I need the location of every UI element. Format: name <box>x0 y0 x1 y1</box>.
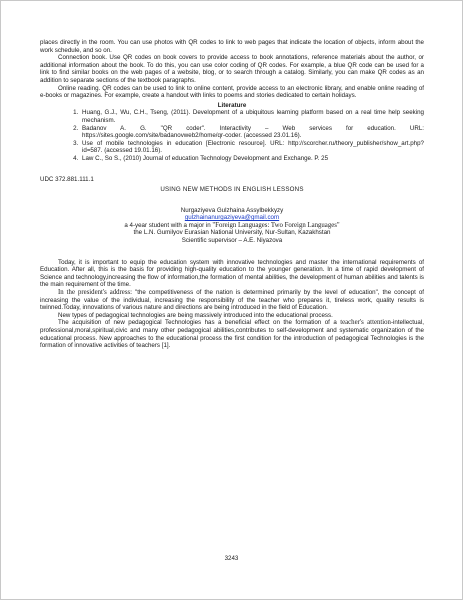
body-paragraph-2 <box>40 289 424 312</box>
author-university: the L.N. Gumilyov Eurasian National University, Nur-Sultan, Kazakhstan <box>133 229 331 237</box>
literature-item: 4. Law C., So S., (2010) Journal of education Technology Development and Exchange. P. 25 <box>80 155 424 163</box>
body-paragraph-4 <box>40 319 424 349</box>
paragraph-online-reading: Online reading. QR codes can be used to link to online content, provide access to an electronic library, and enable online reading of e-books or magazines. For example, create a handout with links to poems and stories dedicated to certain holidays. <box>40 84 424 100</box>
body-paragraph-2-text: "the competitiveness of the nation is determined primarily by the level of education", the concept of increasing the value of the individual, increasing the responsibility of the teacher who prepares it, tireless work, quality results is twinned.Today, innovations of various nature and directions are being introduced in the field of Education. <box>40 289 424 312</box>
author-name: Nurgaziyeva Gulzhaina Assylbekkyzy <box>180 206 284 214</box>
paragraph: places directly in the room. You can use photos with QR codes to link to web pages that indicate the location of objects, inform about the work schedule, and so on. <box>40 39 424 54</box>
literature-item: 2. Badanov A. G. "QR coder". Interactivity – Web services for education. URL: https://sites.google.com/site/badanovweb2/home/qr-coder. (accessed 23.01.16). <box>80 125 424 140</box>
body-paragraph-3: New types of pedagogical technologies are being massively introduced into the educational process. <box>58 311 333 319</box>
udc-code: UDC 372.881.111.1 <box>40 175 94 183</box>
page-content <box>40 39 424 350</box>
president-address-lead: In the president's address: <box>58 289 135 297</box>
author-email-line <box>40 214 424 222</box>
body-paragraph-4-lead: The acquisition of new pedagogical Technologies has a beneficial effect on the formation of a <box>58 319 341 327</box>
article-title: USING NEW METHODS IN ENGLISH LESSONS <box>160 186 304 194</box>
body-paragraph-4-text: -intellectual, professional,moral,spiritual,civic and many other pedagogical abilities,contributes to self-development and systematic organization of the educational process. New approaches to the educational process the first condition for the introduction of pedagogical Technologies is the formation of innovative activities of teachers [1]. <box>40 319 424 350</box>
author-major-line <box>40 222 424 230</box>
literature-heading: Literature <box>217 101 247 109</box>
author-email-link[interactable]: gulzhainanurgaziyeva@gmail.com <box>184 214 280 222</box>
literature-item: 1. Huang, G.J., Wu, C.H., Tseng, (2011). Development of a ubiquitous learning platform based on a real time help seeking mechanism. <box>80 109 424 124</box>
author-major-prefix: a 4-year student with a major in <box>124 221 213 229</box>
literature-list <box>40 109 424 162</box>
body-paragraph-1: Today, it is important to equip the education system with innovative technologies and master the international requirements of Education. After all, this is the basis for providing high-quality education to the younger generation. In a time of rapid development of Science and technology,increasing the flow of information,the formation of mental abilities, the development of human abilities and talents is the main requirement of the time. <box>40 258 424 289</box>
scientific-supervisor: Scientific supervisor – A.E. Niyazova <box>181 237 283 245</box>
page-number: 3243 <box>224 555 239 562</box>
literature-item: 3. Use of mobile technologies in education [Electronic resource]. URL: http://scorcher.ru/theory_publisher/show_art.php?id=587. (accessed 19.01.16). <box>80 140 424 155</box>
teacher-attention-phrase: teacher's attention <box>340 319 391 327</box>
author-major: "Foreign Languages: Two Foreign Languages" <box>212 221 340 229</box>
paragraph-connection-book: Connection book. Use QR codes on book covers to provide access to book annotations, reference materials about the author, or additional information about the book. To do this, you can use color coding of QR codes. For example, a blue QR code can be used for a link to find similar books on the web pages of a website, blog, or to search through a catalog. Similarly, you can make QR codes as an addition to separate sections of the textbook paragraphs. <box>40 54 424 84</box>
